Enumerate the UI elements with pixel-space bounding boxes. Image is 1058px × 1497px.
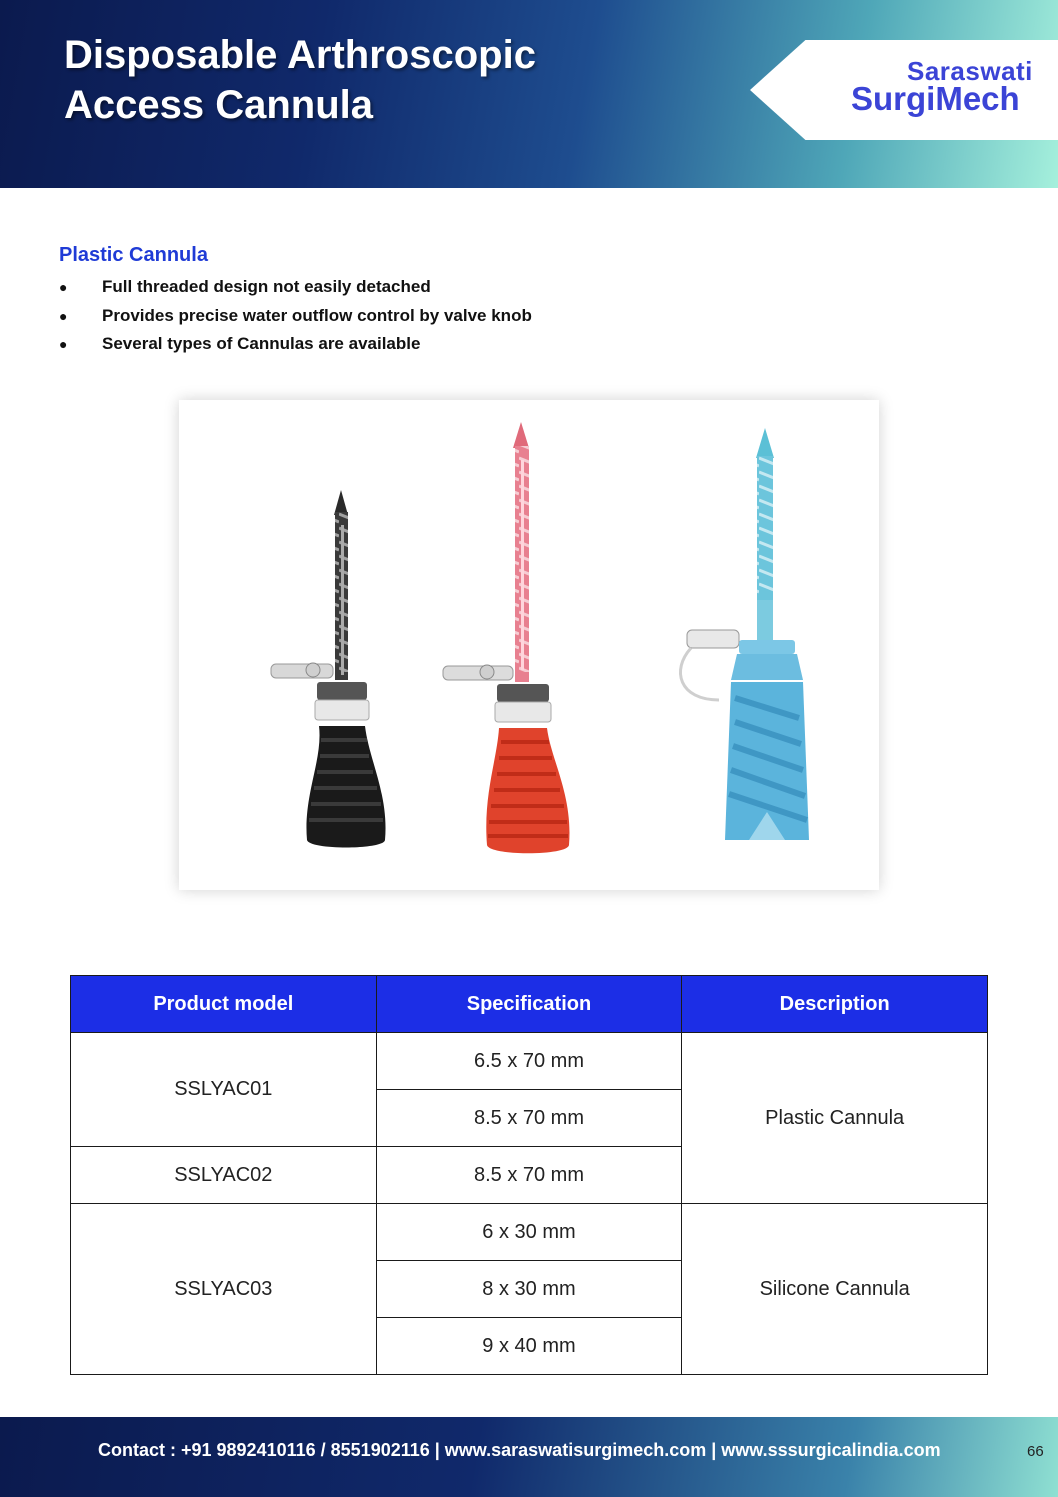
header-description: Description [682, 976, 988, 1033]
contact-info: Contact : +91 9892410116 / 8551902116 | www.saraswatisurgimech.com | www.sssurgicalindia.com [98, 1440, 941, 1460]
description-cell: Plastic Cannula [682, 1033, 988, 1204]
section-heading: Plastic Cannula [59, 244, 208, 266]
bullet-icon: ● [59, 336, 68, 352]
description-cell: Silicone Cannula [682, 1204, 988, 1375]
page-number: 66 [1027, 1443, 1044, 1460]
red-cannula [443, 422, 569, 853]
product-photo [179, 400, 879, 890]
spec-cell: 8 x 30 mm [376, 1261, 682, 1318]
model-cell: SSLYAC02 [71, 1147, 377, 1204]
feature-item [59, 305, 532, 334]
spec-cell: 6.5 x 70 mm [376, 1033, 682, 1090]
feature-text: Provides precise water outflow control by valve knob [102, 305, 532, 325]
header-product-model: Product model [71, 976, 377, 1033]
table-header-row [71, 976, 988, 1033]
page-title-line2: Access Cannula [64, 83, 374, 127]
logo-text-saraswati: Saraswati [907, 56, 1033, 86]
spec-cell: 9 x 40 mm [376, 1318, 682, 1375]
feature-text: Full threaded design not easily detached [102, 277, 431, 296]
bullet-icon: ● [59, 307, 68, 324]
spec-cell: 6 x 30 mm [376, 1204, 682, 1261]
table-row [71, 1204, 988, 1261]
feature-list [59, 276, 532, 362]
spec-cell: 8.5 x 70 mm [376, 1147, 682, 1204]
product-table [70, 975, 988, 1375]
cannula-illustration [179, 400, 879, 890]
bullet-icon: ● [59, 279, 68, 295]
blue-cannula [680, 428, 809, 840]
model-cell: SSLYAC03 [71, 1204, 377, 1375]
black-cannula [271, 490, 386, 848]
model-cell: SSLYAC01 [71, 1033, 377, 1147]
logo-text-surgimech: SurgiMech [851, 80, 1020, 117]
page-title-line1: Disposable Arthroscopic [64, 33, 536, 77]
table-row [71, 1033, 988, 1090]
spec-cell: 8.5 x 70 mm [376, 1090, 682, 1147]
page-title [64, 30, 536, 130]
feature-item [59, 333, 532, 362]
feature-item [59, 276, 532, 305]
feature-text: Several types of Cannulas are available [102, 334, 421, 353]
header-specification: Specification [376, 976, 682, 1033]
